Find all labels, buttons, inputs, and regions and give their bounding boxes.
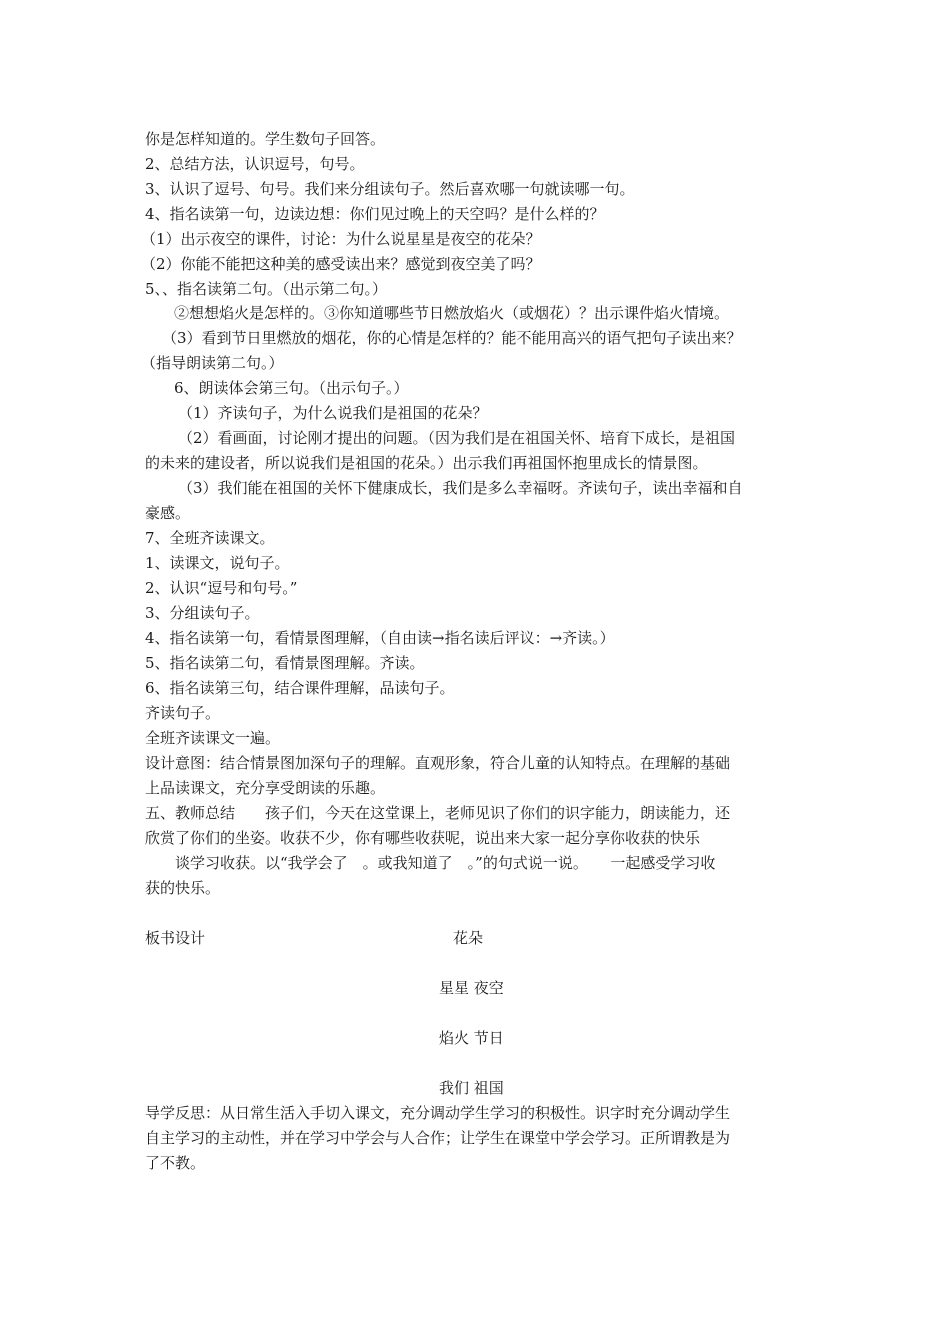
text-line: （指导朗读第二句。） xyxy=(141,354,284,372)
text-line: 的未来的建设者，所以说我们是祖国的花朵。）出示我们再祖国怀抱里成长的情景图。 xyxy=(145,454,708,472)
board-row: 星星 夜空 xyxy=(439,979,504,997)
text-line: 全班齐读课文一遍。 xyxy=(145,729,281,747)
text-line: （3）看到节日里燃放的烟花，你的心情是怎样的？能不能用高兴的语气把句子读出来？ xyxy=(162,329,742,347)
text-line: 1、读课文，说句子。 xyxy=(145,554,290,572)
text-line: 五、教师总结 孩子们，今天在这堂课上，老师见识了你们的识字能力，朗读能力，还 xyxy=(145,804,731,822)
text-line: ②想想焰火是怎样的。③你知道哪些节日燃放焰火（或烟花）？出示课件焰火情境。 xyxy=(174,304,730,322)
text-line: 5、、指名读第二句。（出示第二句。） xyxy=(145,280,388,298)
text-line: 4、指名读第一句，看情景图理解，（自由读→指名读后评议：→齐读。） xyxy=(145,629,615,647)
text-line: （1）出示夜空的课件，讨论：为什么说星星是夜空的花朵？ xyxy=(141,230,541,248)
text-line: （2）你能不能把这种美的感受读出来？感觉到夜空美了吗？ xyxy=(141,255,541,273)
board-title: 花朵 xyxy=(453,929,484,947)
text-line: 上品读课文，充分享受朗读的乐趣。 xyxy=(145,779,386,797)
text-line: 欣赏了你们的坐姿。收获不少，你有哪些收获呢，说出来大家一起分享你收获的快乐 xyxy=(145,829,701,847)
text-line: 设计意图：结合情景图加深句子的理解。直观形象，符合儿童的认知特点。在理解的基础 xyxy=(145,754,731,772)
text-line: 4、指名读第一句，边读边想：你们见过晚上的天空吗？是什么样的？ xyxy=(145,205,605,223)
reflection-line: 自主学习的主动性，并在学习中学会与人合作；让学生在课堂中学会学习。正所谓教是为 xyxy=(145,1129,731,1147)
board-row: 焰火 节日 xyxy=(439,1029,504,1047)
text-line: （1）齐读句子，为什么说我们是祖国的花朵？ xyxy=(178,404,488,422)
board-row: 我们 祖国 xyxy=(439,1079,504,1097)
text-line: 6、指名读第三句，结合课件理解，品读句子。 xyxy=(145,679,455,697)
reflection-line: 了不教。 xyxy=(145,1154,206,1172)
text-line: 齐读句子。 xyxy=(145,704,221,722)
text-line: 5、指名读第二句，看情景图理解。齐读。 xyxy=(145,654,425,672)
text-line: 2、认识“逗号和句号。” xyxy=(145,579,298,597)
text-line: 谈学习收获。以“我学会了 。或我知道了 。”的句式说一说。 一起感受学习收 xyxy=(145,854,716,872)
text-line: （2）看画面，讨论刚才提出的问题。（因为我们是在祖国关怀、培育下成长，是祖国 xyxy=(178,429,736,447)
text-line: 获的快乐。 xyxy=(145,879,221,897)
text-line: 你是怎样知道的。学生数句子回答。 xyxy=(145,130,386,148)
text-line: 6、朗读体会第三句。（出示句子。） xyxy=(174,379,409,397)
text-line: 3、认识了逗号、句号。我们来分组读句子。然后喜欢哪一句就读哪一句。 xyxy=(145,180,635,198)
text-line: 2、总结方法，认识逗号，句号。 xyxy=(145,155,365,173)
text-line: 7、全班齐读课文。 xyxy=(145,529,275,547)
board-design-label: 板书设计 xyxy=(145,929,206,947)
text-line: 3、分组读句子。 xyxy=(145,604,260,622)
reflection-line: 导学反思：从日常生活入手切入课文，充分调动学生学习的积极性。识字时充分调动学生 xyxy=(145,1104,731,1122)
text-line: 豪感。 xyxy=(145,504,191,522)
text-line: （3）我们能在祖国的关怀下健康成长，我们是多么幸福呀。齐读句子，读出幸福和自 xyxy=(178,479,743,497)
